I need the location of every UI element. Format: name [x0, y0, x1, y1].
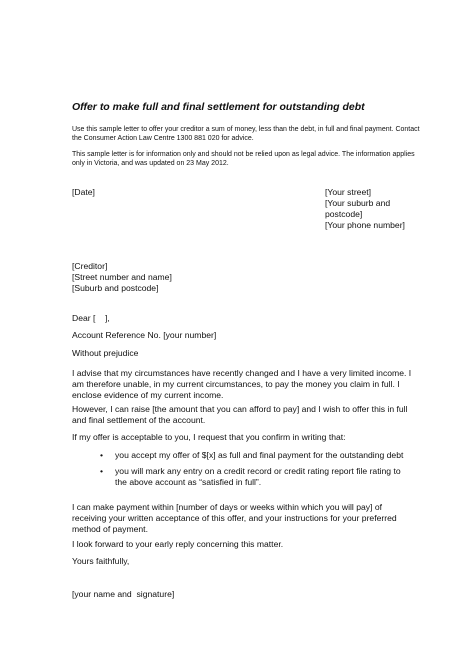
intro-paragraph-disclaimer: This sample letter is for information only and should not be relied upon as legal advice. The information applies only in Victoria, and was updated on 23 May 2012.: [72, 151, 415, 167]
signature-placeholder: [your name and signature]: [72, 589, 175, 599]
recipient-suburb: [Suburb and postcode]: [72, 283, 159, 293]
recipient-address: [72, 261, 412, 294]
salutation: Dear [ ],: [72, 313, 110, 323]
paragraph-closing-request: I look forward to your early reply concerning this matter.: [72, 539, 284, 549]
intro-paragraph-usage: Use this sample letter to offer your creditor a sum of money, less than the debt, in full and final payment. Contact the Consumer Action Law Centre 1300 881 020 for advice.: [72, 126, 420, 142]
sender-postcode: postcode]: [325, 209, 363, 219]
closing: Yours faithfully,: [72, 556, 130, 566]
list-item-text: you accept my offer of $[x] as full and final payment for the outstanding debt: [115, 450, 404, 460]
list-item-text: you will mark any entry on a credit record or credit rating report file rating to the above account as “satisfied in full”.: [115, 466, 401, 487]
bullet-icon: •: [100, 466, 104, 476]
date-placeholder: [Date]: [72, 187, 95, 197]
paragraph-offer: However, I can raise [the amount that you can afford to pay] and I wish to offer this in full and final settlement of the account.: [72, 404, 408, 425]
list-item: [72, 450, 412, 461]
bullet-icon: •: [100, 450, 104, 460]
paragraph-payment: I can make payment within [number of days or weeks within which you will pay] of receiving your written acceptance of this offer, and your instructions for your preferred method of payment.: [72, 502, 397, 534]
paragraph-circumstances: I advise that my circumstances have recently changed and I have a very limited income. I am therefore unable, in my current circumstances, to pay the money you claim in full. I enclose evidence of my current income.: [72, 368, 412, 400]
sender-suburb: [Your suburb and: [325, 198, 391, 208]
sender-street: [Your street]: [325, 187, 372, 197]
letter-title: Offer to make full and final settlement for outstanding debt: [72, 101, 365, 113]
recipient-creditor: [Creditor]: [72, 261, 108, 271]
list-item: [72, 466, 412, 488]
sender-address: [325, 187, 425, 231]
paragraph-request: If my offer is acceptable to you, I request that you confirm in writing that:: [72, 432, 346, 442]
recipient-street: [Street number and name]: [72, 272, 172, 282]
without-prejudice-note: Without prejudice: [72, 348, 139, 358]
account-reference: Account Reference No. [your number]: [72, 330, 217, 340]
confirmation-list: [72, 450, 412, 493]
sender-phone: [Your phone number]: [325, 220, 405, 230]
